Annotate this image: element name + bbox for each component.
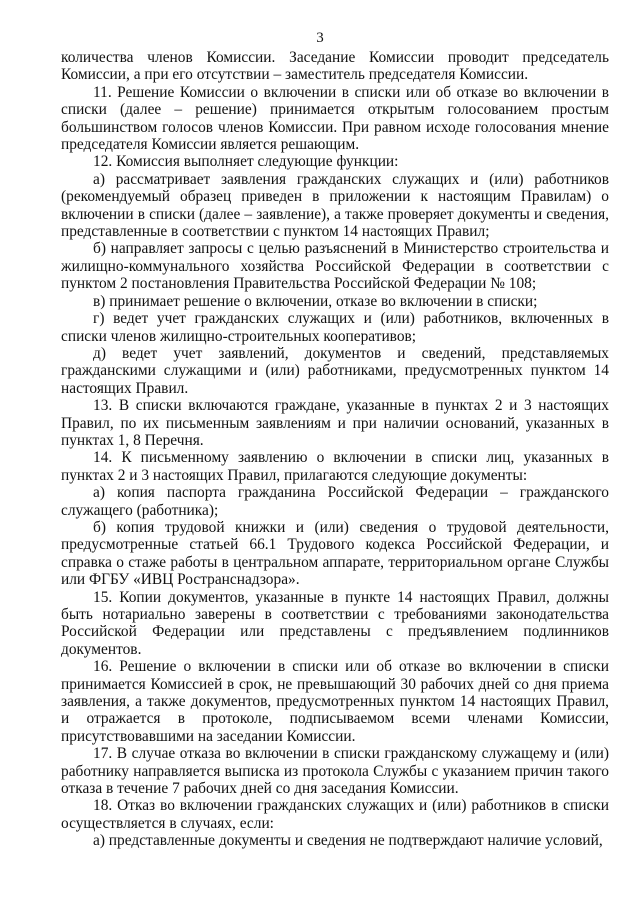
paragraph-clause-11: 11. Решение Комиссии о включении в списки или об отказе во включении в списки (далее – решение) принимается открытым голосованием простым большинством голосов членов Комиссии. При равном исходе голосования мнение председателя Комиссии является решающим. xyxy=(61,83,609,154)
paragraph-clause-15: 15. Копии документов, указанные в пункте 14 настоящих Правил, должны быть нотариально заверены в соответствии с требованиями законодательства Российской Федерации или представлены с предъявлением подлинников документов. xyxy=(61,588,609,658)
paragraph-clause-12-v: в) принимает решение о включении, отказе во включении в списки; xyxy=(93,292,538,310)
paragraph-clause-12-b: б) направляет запросы с целью разъяснений в Министерство строительства и жилищно-коммунального хозяйства Российской Федерации в соответствии с пунктом 2 постановления Правительства Российской Федерации № 108; xyxy=(61,240,609,293)
paragraph-clause-13: 13. В списки включаются граждане, указанные в пунктах 2 и 3 настоящих Правил, по их письменным заявлениям и при наличии оснований, указанных в пунктах 1, 8 Перечня. xyxy=(61,397,609,449)
paragraph-clause-18: 18. Отказ во включении гражданских служащих и (или) работников в списки осуществляется в случаях, если: xyxy=(61,797,609,832)
page-number: 3 xyxy=(316,30,324,46)
paragraph-clause-14-b: б) копия трудовой книжки и (или) сведения о трудовой деятельности, предусмотренные статьей 66.1 Трудового кодекса Российской Федерации, и справка о стаже работы в центральном аппарате, территориальном органе Службы или ФГБУ «ИВЦ Ространснадзора». xyxy=(61,518,609,589)
paragraph-clause-14-a: а) копия паспорта гражданина Российской Федерации – гражданского служащего (работника); xyxy=(61,484,609,519)
paragraph-clause-18-a: а) представленные документы и сведения не подтверждают наличие условий, xyxy=(93,832,603,850)
paragraph-clause-12-g: г) ведет учет гражданских служащих и (или) работников, включенных в списки членов жилищно-строительных кооперативов; xyxy=(61,310,609,345)
paragraph-clause-12-a: а) рассматривает заявления гражданских служащих и (или) работников (рекомендуемый образец приведен в приложении к настоящим Правилам) о включении в списки (далее – заявление), а также проверяет документы и сведения, представленные в соответствии с пунктом 14 настоящих Правил; xyxy=(61,170,609,241)
paragraph-clause-12: 12. Комиссия выполняет следующие функции: xyxy=(93,153,399,171)
paragraph-clause-16: 16. Решение о включении в списки или об отказе во включении в списки принимается Комиссией в срок, не превышающий 30 рабочих дней со дня приема заявления, а также документов, предусмотренных пунктом 14 настоящих Правил, и отражается в протоколе, подписываемом всеми членами Комиссии, присутствовавшими на заседании Комиссии. xyxy=(61,658,609,745)
paragraph-clause-17: 17. В случае отказа во включении в списки гражданскому служащему и (или) работнику направляется выписка из протокола Службы с указанием причин такого отказа в течение 7 рабочих дней со дня заседания Комиссии. xyxy=(61,745,609,798)
document-body xyxy=(61,49,609,850)
paragraph-continuation: количества членов Комиссии. Заседание Комиссии проводит председатель Комиссии, а при его отсутствии – заместитель председателя Комиссии. xyxy=(61,49,609,84)
paragraph-clause-12-d: д) ведет учет заявлений, документов и сведений, представляемых гражданскими служащими и (или) работниками, предусмотренных пунктом 14 настоящих Правил. xyxy=(61,344,609,397)
paragraph-clause-14: 14. К письменному заявлению о включении в списки лиц, указанных в пунктах 2 и 3 настоящих Правил, прилагаются следующие документы: xyxy=(61,449,609,484)
